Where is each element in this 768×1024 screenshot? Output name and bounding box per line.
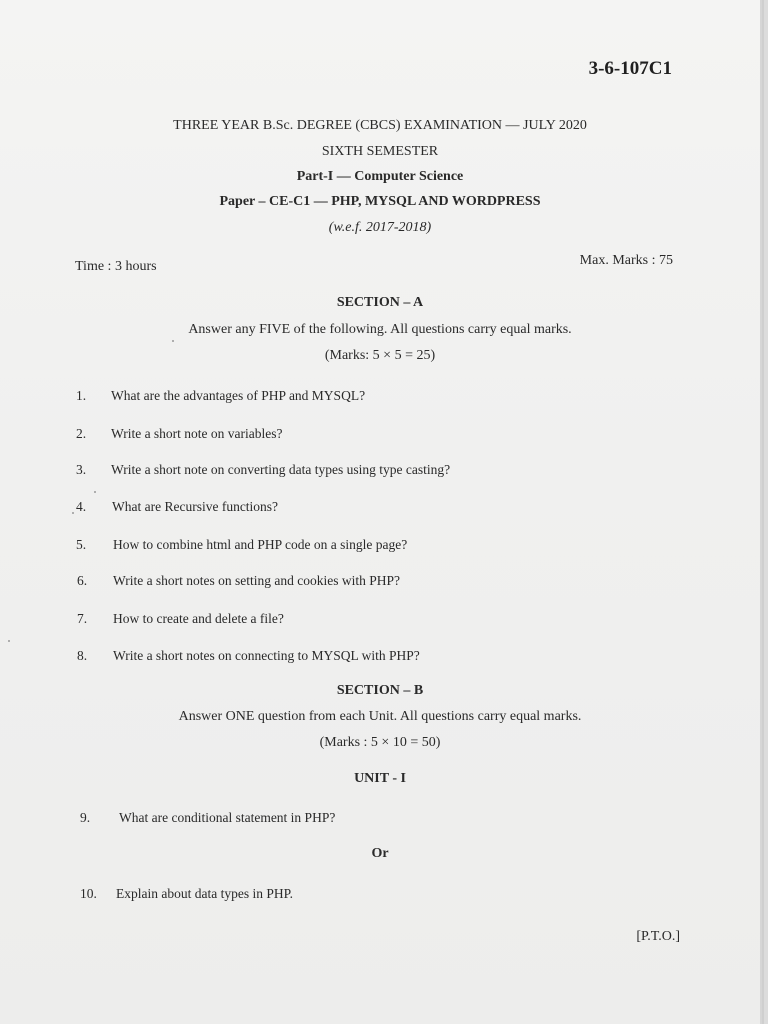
question-text: How to create and delete a file? [113, 611, 284, 626]
question-text: Explain about data types in PHP. [116, 886, 293, 901]
scan-speck [94, 491, 96, 493]
section-a-title: SECTION – A [336, 295, 424, 310]
question-number: 8. [77, 648, 88, 663]
section-b-instruction: Answer ONE question from each Unit. All questions carry equal marks. [178, 709, 582, 724]
or-separator: Or [371, 846, 389, 861]
question-text: Write a short note on variables? [111, 426, 283, 441]
max-marks: Max. Marks : 75 [579, 253, 673, 268]
question-text: What are the advantages of PHP and MYSQL? [111, 388, 366, 403]
question-number: 10. [80, 886, 97, 901]
scan-speck [8, 640, 10, 642]
paper-title: Paper – CE-C1 — PHP, MYSQL AND WORDPRESS [219, 194, 541, 209]
part-subject: Part-I — Computer Science [296, 169, 464, 184]
question-number: 6. [77, 573, 88, 588]
question-text: What are Recursive functions? [112, 499, 279, 514]
section-b-marks: (Marks : 5 × 10 = 50) [319, 735, 441, 750]
pto-note: [P.T.O.] [636, 929, 680, 944]
question-number: 4. [76, 499, 87, 514]
wef-note: (w.e.f. 2017-2018) [328, 220, 432, 235]
paper-code: 3-6-107C1 [588, 58, 672, 79]
question-text: Write a short notes on setting and cookies with PHP? [113, 573, 401, 588]
question-text: What are conditional statement in PHP? [119, 810, 336, 825]
section-a-marks: (Marks: 5 × 5 = 25) [324, 348, 436, 363]
question-text: How to combine html and PHP code on a single page? [113, 537, 408, 552]
question-number: 9. [80, 810, 91, 825]
exam-title: THREE YEAR B.Sc. DEGREE (CBCS) EXAMINATION — JULY 2020 [173, 118, 587, 133]
question-number: 2. [76, 426, 87, 441]
question-text: Write a short notes on connecting to MYSQL with PHP? [113, 648, 420, 663]
scan-speck [72, 512, 74, 514]
question-number: 5. [76, 537, 87, 552]
question-text: Write a short note on converting data types using type casting? [111, 462, 451, 477]
question-number: 3. [76, 462, 87, 477]
semester: SIXTH SEMESTER [321, 144, 439, 159]
time-duration: Time : 3 hours [75, 259, 157, 274]
question-number: 1. [76, 388, 87, 403]
question-number: 7. [77, 611, 88, 626]
section-a-instruction: Answer any FIVE of the following. All questions carry equal marks. [188, 322, 572, 337]
unit-heading: UNIT - I [354, 771, 406, 786]
section-b-title: SECTION – B [336, 683, 424, 698]
scan-speck [172, 340, 174, 342]
